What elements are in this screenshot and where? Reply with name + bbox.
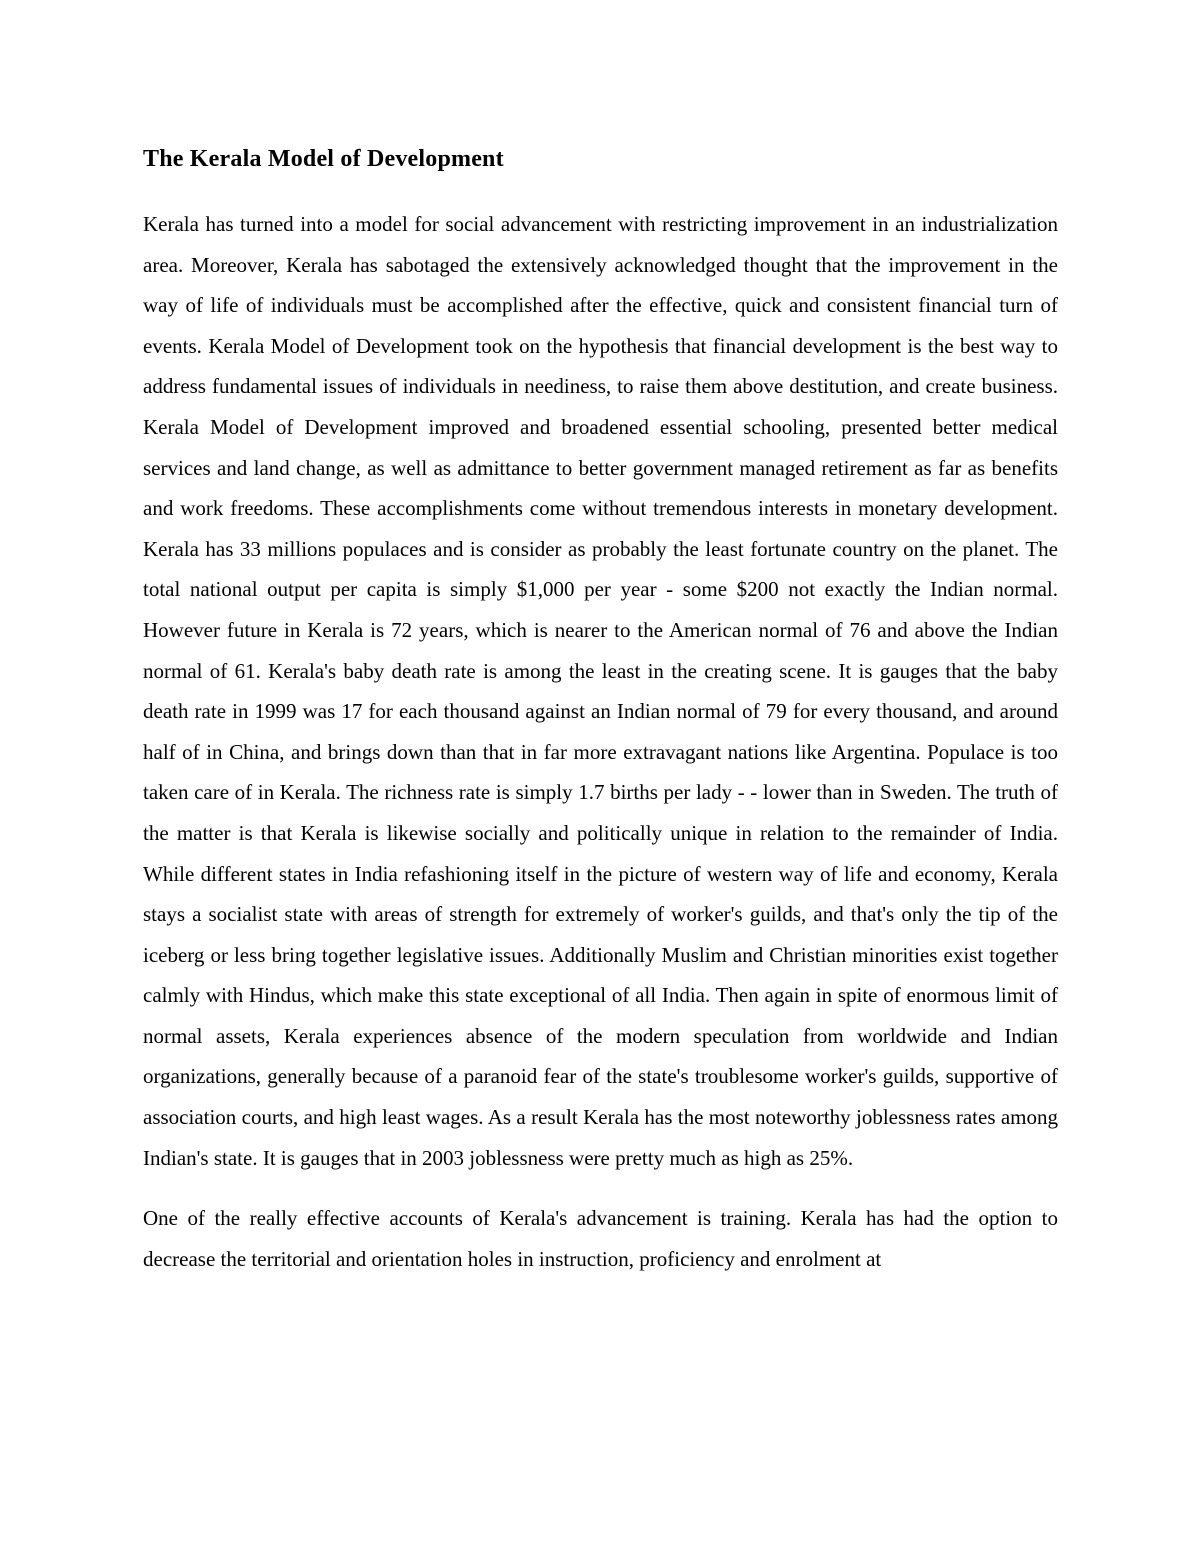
paragraph: One of the really effective accounts of Kerala's advancement is training. Kerala has had the option to decrease the territorial and orientation holes in instruction, proficiency and enrolment at — [143, 1206, 1058, 1271]
document-body — [143, 142, 1058, 1299]
paragraph: Kerala has turned into a model for social advancement with restricting improvement in an industrialization area. Moreover, Kerala has sabotaged the extensively acknowledged thought that the improvement in the way of life of individuals must be accomplished after the effective, quick and consistent financial turn of events. Kerala Model of Development took on the hypothesis that financial development is the best way to address fundamental issues of individuals in neediness, to raise them above destitution, and create business. Kerala Model of Development improved and broadened essential schooling, presented better medical services and land change, as well as admittance to better government managed retirement as far as benefits and work freedoms. These accomplishments come without tremendous interests in monetary development. Kerala has 33 millions populaces and is consider as probably the least fortunate country on the planet. The total national output per capita is simply $1,000 per year - some $200 not exactly the Indian normal. However future in Kerala is 72 years, which is nearer to the American normal of 76 and above the Indian normal of 61. Kerala's baby death rate is among the least in the creating scene. It is gauges that the baby death rate in 1999 was 17 for each thousand against an Indian normal of 79 for every thousand, and around half of in China, and brings down than that in far more extravagant nations like Argentina. Populace is too taken care of in Kerala. The richness rate is simply 1.7 births per lady - - lower than in Sweden. The truth of the matter is that Kerala is likewise socially and politically unique in relation to the remainder of India. While different states in India refashioning itself in the picture of western way of life and economy, Kerala stays a socialist state with areas of strength for extremely of worker's guilds, and that's only the tip of the iceberg or less bring together legislative issues. Additionally Muslim and Christian minorities exist together calmly with Hindus, which make this state exceptional of all India. Then again in spite of enormous limit of normal assets, Kerala experiences absence of the modern speculation from worldwide and Indian organizations, generally because of a paranoid fear of the state's troublesome worker's guilds, supportive of association courts, and high least wages. As a result Kerala has the most noteworthy joblessness rates among Indian's state. It is gauges that in 2003 joblessness were pretty much as high as 25%. — [143, 212, 1058, 1170]
document-title: The Kerala Model of Development — [143, 146, 504, 172]
